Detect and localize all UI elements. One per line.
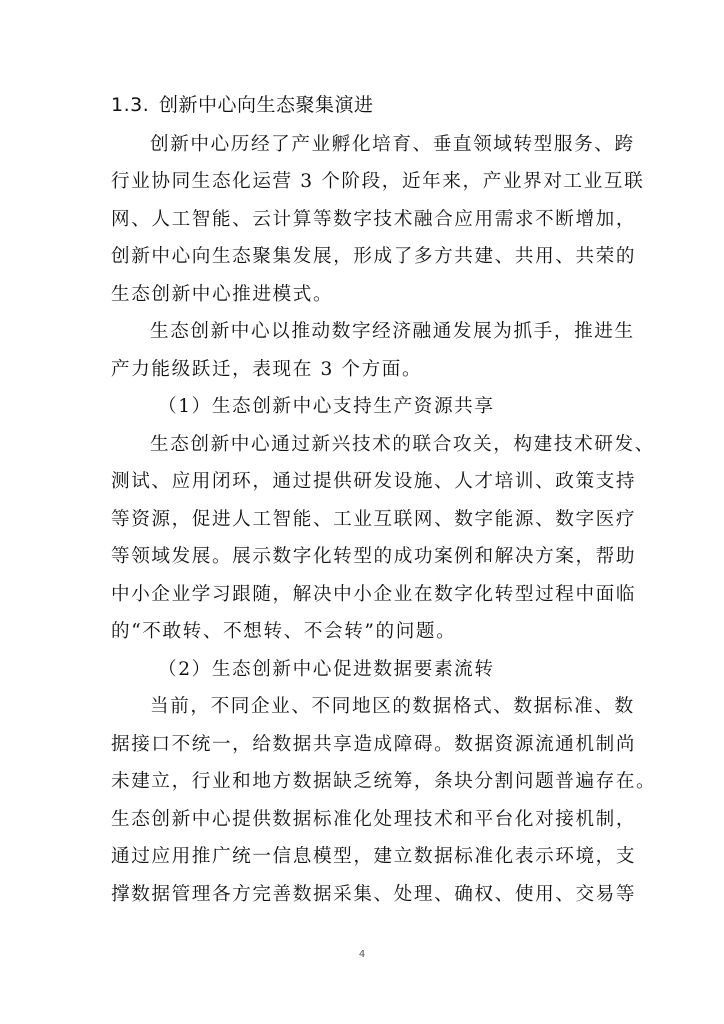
text-line: 等领域发展。展示数字化转型的成功案例和解决方案，帮助 xyxy=(111,546,637,567)
text-line: 创新中心历经了产业孵化培育、垂直领域转型服务、跨 xyxy=(150,134,635,155)
text-line: 生态创新中心通过新兴技术的联合攻关，构建技术研发、 xyxy=(150,434,655,455)
text-line: 创新中心向生态聚集发展，形成了多方共建、共用、共荣的 xyxy=(111,246,637,267)
subheading: （2）生态创新中心促进数据要素流转 xyxy=(158,659,495,680)
text-line: 生态创新中心推进模式。 xyxy=(111,284,334,305)
section-title: 创新中心向生态聚集演进 xyxy=(159,94,374,116)
page-number: 4 xyxy=(358,949,366,960)
section-heading xyxy=(111,90,374,117)
text-line: 当前，不同企业、不同地区的数据格式、数据标准、数 xyxy=(150,696,635,717)
text-line: 中小企业学习跟随，解决中小企业在数字化转型过程中面临 xyxy=(111,584,637,605)
text-line: 生态创新中心以推动数字经济融通发展为抓手，推进生 xyxy=(150,321,635,342)
text-line: 据接口不统一，给数据共享造成障碍。数据资源流通机制尚 xyxy=(111,734,637,755)
text-line: 网、人工智能、云计算等数字技术融合应用需求不断增加， xyxy=(111,209,637,230)
text-line: 产力能级跃迁，表现在 3 个方面。 xyxy=(111,359,423,380)
text-line: 行业协同生态化运营 3 个阶段，近年来，产业界对工业互联 xyxy=(111,171,645,192)
text-line: 等资源，促进人工智能、工业互联网、数字能源、数字医疗 xyxy=(111,509,637,530)
text-line: 通过应用推广统一信息模型，建立数据标准化表示环境，支 xyxy=(111,846,637,867)
text-line: 的“不敢转、不想转、不会转”的问题。 xyxy=(111,621,457,642)
text-line: 未建立，行业和地方数据缺乏统筹，条块分割问题普遍存在。 xyxy=(111,771,657,792)
text-line: 测试、应用闭环，通过提供研发设施、人才培训、政策支持 xyxy=(111,471,637,492)
text-line: 生态创新中心提供数据标准化处理技术和平台化对接机制， xyxy=(111,809,637,830)
section-number: 1.3. xyxy=(111,94,150,116)
subheading: （1）生态创新中心支持生产资源共享 xyxy=(158,396,495,417)
text-line: 撑数据管理各方完善数据采集、处理、确权、使用、交易等 xyxy=(111,884,637,905)
